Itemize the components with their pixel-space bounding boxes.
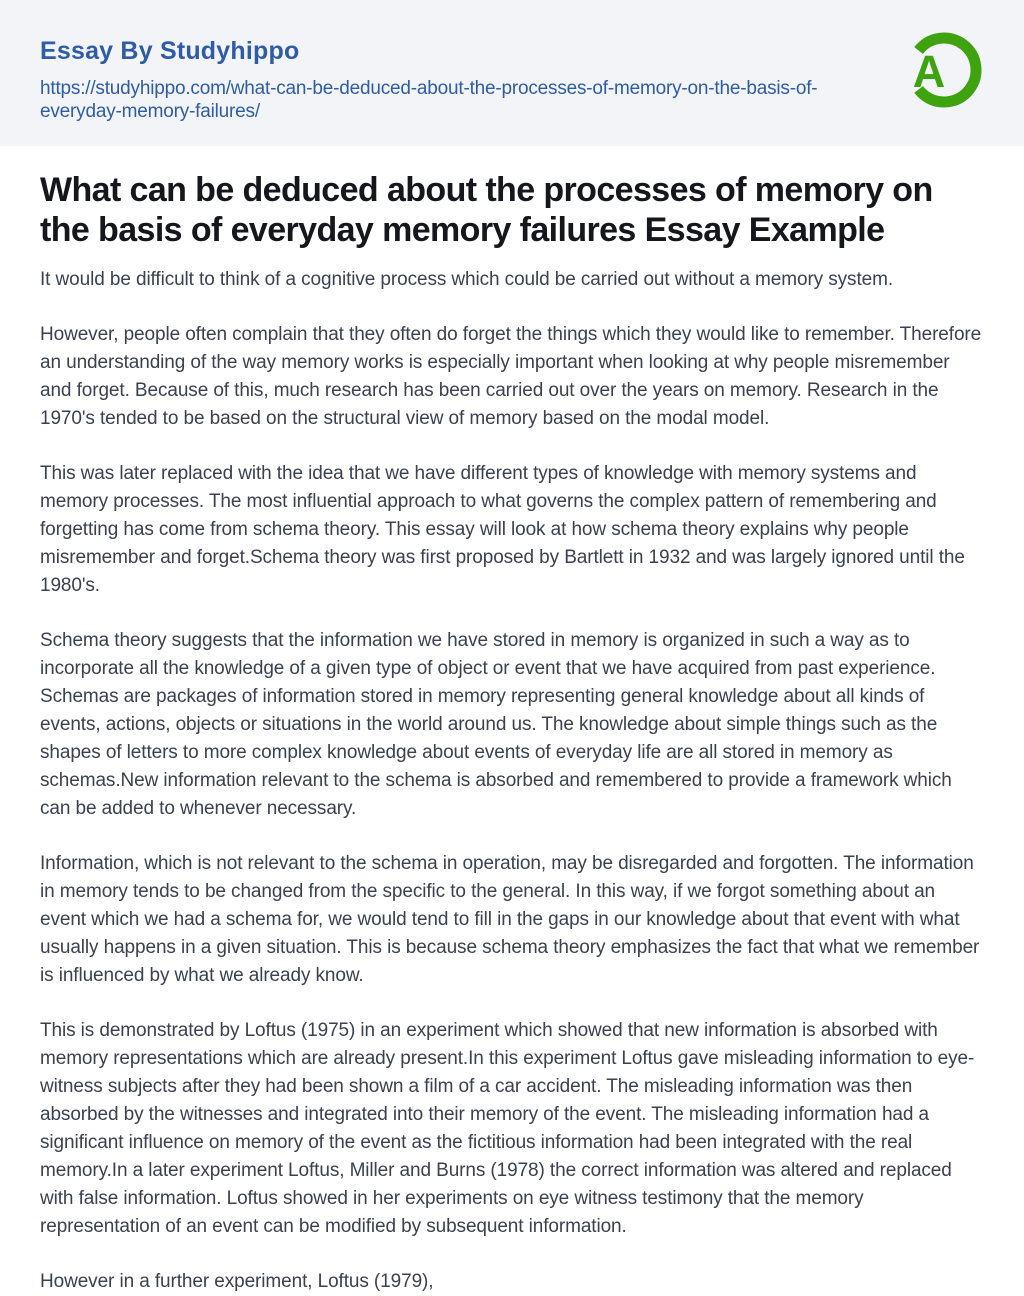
page-header [0,0,1024,146]
essay-paragraph: It would be difficult to think of a cognitive process which could be carried out without a memory system. [40,269,894,290]
essay-paragraph: Schema theory suggests that the information we have stored in memory is organized in such a way as to incorporate all the knowledge of a given type of object or event that we have acquired from past experience. Schemas are packages of information stored in memory representing general knowledge about all kinds of events, actions, objects or situations in the world around us. The knowledge about simple things such as the shapes of letters to more complex knowledge about events of everyday life are all stored in memory as schemas.New information relevant to the schema is absorbed and remembered to provide a framework which can be added to whenever necessary. [40,630,952,819]
essay-paragraph: However in a further experiment, Loftus (1979), [40,1271,434,1292]
essay-paragraph: Information, which is not relevant to the schema in operation, may be disregarded and forgotten. The information in memory tends to be changed from the specific to the general. In this way, if we forgot something about an event which we had a schema for, we would tend to fill in the gaps in our knowledge about that event with what usually happens in a given situation. This is because schema theory emphasizes the fact that what we remember is influenced by what we already know. [40,853,980,986]
article-main [0,146,1024,1296]
essay-body [40,266,984,1296]
site-title: Essay By Studyhippo [40,37,300,65]
source-url-link[interactable]: https://studyhippo.com/what-can-be-deduced-about-the-processes-of-memory-on-the-basis-of-everyday-memory-failures/ [40,78,818,122]
studyhippo-logo[interactable] [904,30,984,110]
header-text-block [40,36,830,123]
essay-paragraph: This is demonstrated by Loftus (1975) in an experiment which showed that new information is absorbed with memory representations which are already present.In this experiment Loftus gave misleading information to eye-witness subjects after they had been shown a film of a car accident. The misleading information was then absorbed by the witnesses and integrated into their memory of the event. The misleading information had a significant influence on memory of the event as the fictitious information had been integrated with the real memory.In a later experiment Loftus, Miller and Burns (1978) the correct information was altered and replaced with false information. Loftus showed in her experiments on eye witness testimony that the memory representation of an event can be modified by subsequent information. [40,1020,975,1237]
essay-paragraph: However, people often complain that they often do forget the things which they would like to remember. Therefore an understanding of the way memory works is especially important when looking at why people misremember and forget. Because of this, much research has been carried out over the years on memory. Research in the 1970's tended to be based on the structural view of memory based on the modal model. [40,324,982,429]
logo-letter: A [912,45,946,97]
essay-title: What can be deduced about the processes of memory on the basis of everyday memory failures Essay Example [40,171,933,249]
essay-paragraph: This was later replaced with the idea that we have different types of knowledge with memory systems and memory processes. The most influential approach to what governs the complex pattern of remembering and forgetting has come from schema theory. This essay will look at how schema theory explains why people misremember and forget.Schema theory was first proposed by Bartlett in 1932 and was largely ignored until the 1980's. [40,463,965,596]
